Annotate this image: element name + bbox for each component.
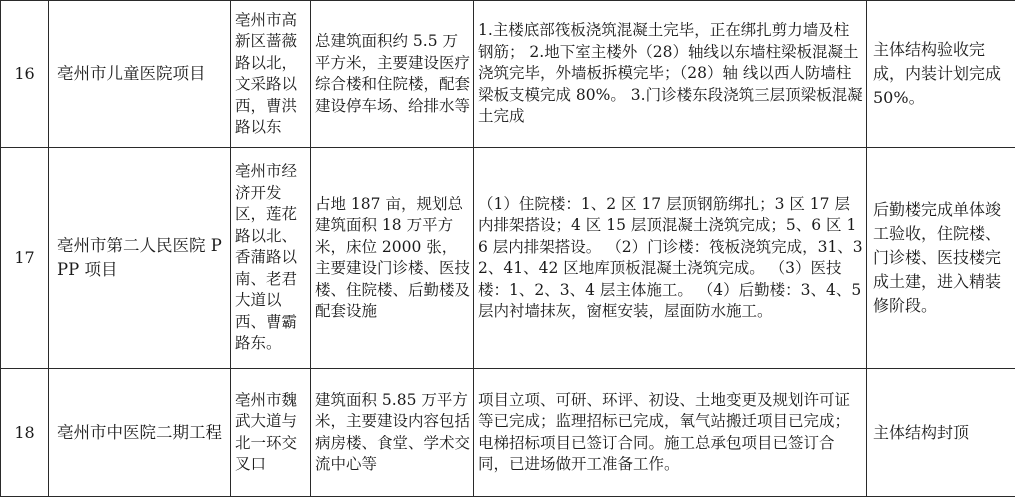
table-row	[1, 369, 1015, 497]
project-scale: 占地 187 亩，规划总建筑面积 18 万平方米，床位 2000 张，主要建设门诊楼、医技楼、住院楼、后勤楼及配套设施	[311, 148, 474, 369]
table-row	[1, 1, 1015, 148]
project-location: 亳州市高新区蔷薇路以北，文采路以西，曹洪路以东	[231, 1, 311, 148]
project-location: 亳州市经济开发区，莲花路以北、香蒲路以南、老君大道以西、曹霸路东。	[231, 148, 311, 369]
project-progress: 项目立项、可研、环评、初设、土地变更及规划许可证等已完成；监理招标已完成，氧气站搬迁项目已完成；电梯招标项目已签订合同。施工总承包项目已签订合同，已进场做开工准备工作。	[474, 369, 867, 497]
row-index: 18	[1, 369, 49, 497]
project-plan: 主体结构验收完成，内装计划完成 50%。	[867, 1, 1015, 148]
project-plan: 后勤楼完成单体竣工验收，住院楼、门诊楼、医技楼完成土建，进入精装修阶段。	[867, 148, 1015, 369]
row-index: 17	[1, 148, 49, 369]
project-scale: 总建筑面积约 5.5 万平方米，主要建设医疗综合楼和住院楼，配套建设停车场、给排水等	[311, 1, 474, 148]
project-progress: 1.主楼底部筏板浇筑混凝土完毕，正在绑扎剪力墙及柱钢筋； 2.地下室主楼外（28）轴线以东墙柱梁板混凝土浇筑完毕，外墙板拆模完毕；（28）轴 线以西人防墙柱梁板支模完成 80%。 3.门诊楼东段浇筑三层顶梁板混凝土完成	[474, 1, 867, 148]
project-plan: 主体结构封顶	[867, 369, 1015, 497]
project-name: 亳州市中医院二期工程	[49, 369, 231, 497]
project-scale: 建筑面积 5.85 万平方米，主要建设内容包括病房楼、食堂、学术交流中心等	[311, 369, 474, 497]
project-progress: （1）住院楼：1、2 区 17 层顶钢筋绑扎；3 区 17 层内排架搭设；4 区 15 层顶混凝土浇筑完成；5、6 区 16 层内排架搭设。 （2）门诊楼：筏板浇筑完成，31、32、41、42 区地库顶板混凝土浇筑完成。 （3）医技楼：1、2、3、4 层主体施工。 （4）后勤楼：3、4、5 层内衬墙抹灰，窗框安装，屋面防水施工。	[474, 148, 867, 369]
project-location: 亳州市魏武大道与北一环交叉口	[231, 369, 311, 497]
table-row	[1, 148, 1015, 369]
project-name: 亳州市儿童医院项目	[49, 1, 231, 148]
row-index: 16	[1, 1, 49, 148]
project-name: 亳州市第二人民医院 PPP 项目	[49, 148, 231, 369]
